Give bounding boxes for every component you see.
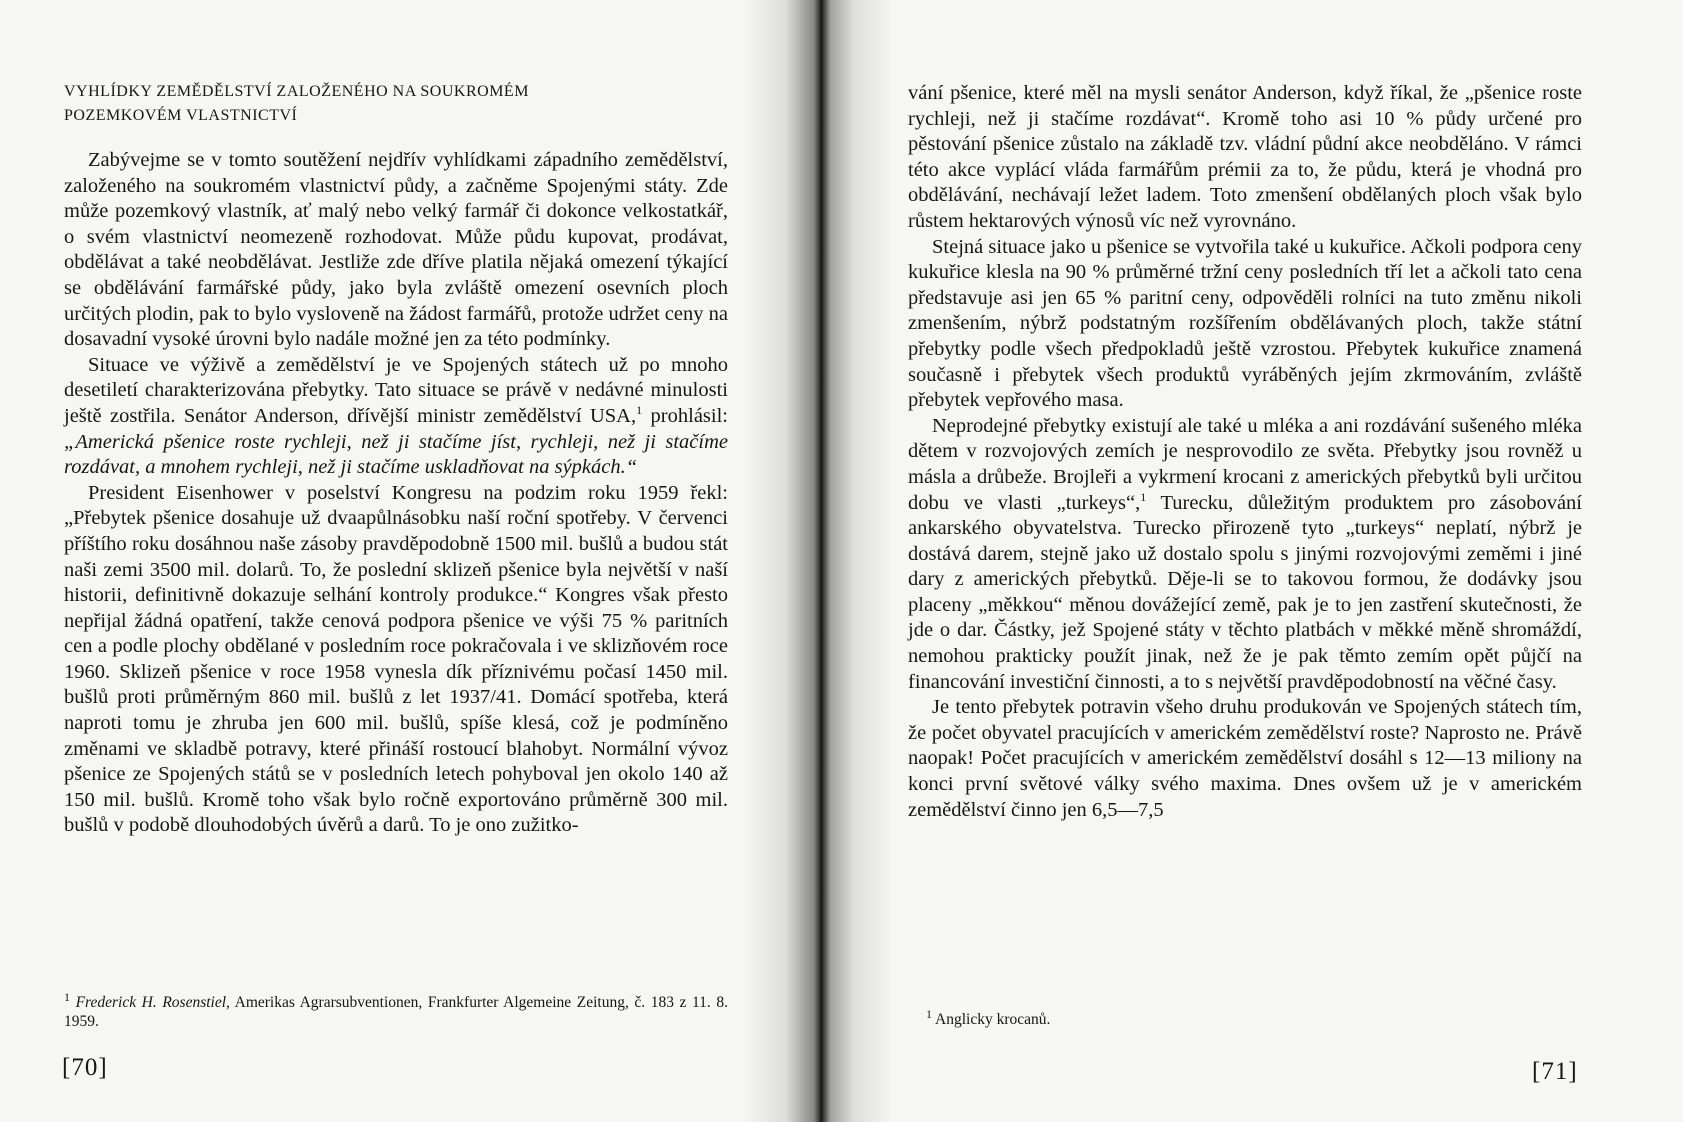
paragraph: President Eisenhower v poselství Kongresu na podzim roku 1959 řekl: „Přebytek pšenice dosahuje už dvaapůlnásobku naší roční spotřeby. V červenci příštího roku dosáhnou naše zásoby pravděpodobně 1500 mil. bušlů a budou stát naši zemi 3500 mil. dolarů. To, že poslední sklizeň pšenice byla největší v naší historii, definitivně dokazuje selhání kontroly produkce.“ Kongres však přesto nepřijal žádná opatření, takže cenová podpora pšenice ve výši 75 % paritních cen a podle plochy obdělané v posledním roce pokračovala i ve sklizňovém roce 1960. Sklizeň pšenice v roce 1958 vynesla dík příznivému počasí 1450 mil. bušlů proti průměrným 860 mil. bušlů z let 1937/41. Domácí spotřeba, která naproti tomu je zhruba jen 600 mil. bušlů, spíše klesá, což je podmíněno změnami ve skladbě potravy, které přináší rostoucí blahobyt. Normální vývoz pšenice ze Spojených států se v posledních letech pohyboval jen okolo 140 až 150 mil. bušlů. Kromě toho však bylo ročně exportováno průměrně 300 mil. bušlů v podobě dlouhodobých úvěrů a darů. To je ono zužitko-: [64, 481, 728, 837]
gutter-shadow: [742, 0, 822, 1122]
paragraph: vání pšenice, které měl na mysli senátor Anderson, když říkal, že „pšenice roste rychleji, než ji stačíme rozdávat“. Kromě toho asi 10 % půdy určené pro pěstování pšenice zůstalo na základě tzv. vládní půdní akce neobděláno. V rámci této akce vyplácí vláda farmářům prémii za to, že půdu, která je vhodná pro obdělávání, nechávají ležet ladem. Toto zmenšení obdělaných ploch však bylo růstem hektarových výnosů víc než vyrovnáno.: [908, 82, 1582, 232]
anderson-quote: „Americká pšenice roste rychleji, než ji stačíme jíst, rychleji, než ji stačíme rozdávat, a mnohem rychleji, než ji stačíme uskladňovat na sýpkách.“: [64, 430, 728, 479]
left-page: [0, 0, 822, 1122]
paragraph-text: Neprodejné přebytky existují ale také u mléka a ani rozdávání sušeného mléka dětem v rozvojových zemích je nesprovodilo ze světa. Přebytky jsou rovněž u másla a drůbeže. Brojleři a vykrmení krocani z amerických přebytků byli určitou dobu ve vlasti „turkeys“,: [908, 414, 1582, 514]
footnote-text: Amerikas Agrarsubventionen, Frankfurter Algemeine Zeitung, č. 183 z 11. 8. 1959.: [64, 994, 729, 1030]
footnote: [64, 989, 729, 1031]
paragraph-text: Turecku, důležitým produktem pro zásobování ankarského obyvatelstva. Turecko přirozeně tyto „turkeys“ neplatí, nýbrž je dostává darem, stejně jako už dostalo spolu s jinými rozvojovými zeměmi i jiné dary z amerických přebytků. Děje-li se to takovou formou, že dodávky jsou placeny „měkkou“ měnou dovážející země, pak je to jen zastření skutečnosti, že jde o dar. Částky, jež Spojené státy v těchto platbách v měkké měně shromáždí, nemohou prakticky použít jinak, než že je pak těmto zemím opět půjčí na financování investiční činnosti, a to s největší pravděpodobností na věčné časy.: [908, 491, 1582, 693]
footnote-ref: 1: [1140, 489, 1147, 504]
paragraph: Je tento přebytek potravin všeho druhu produkován ve Spojených státech tím, že počet obyvatel pracujících v americkém zemědělství roste? Naprosto ne. Právě naopak! Počet pracujících v americkém zemědělství dosáhl s 12—13 miliony na konci první světové války svého maxima. Dnes ovšem už je v americkém zemědělství činno jen 6,5—7,5: [908, 696, 1582, 821]
heading-line-1: VYHLÍDKY ZEMĚDĚLSTVÍ ZALOŽENÉHO NA SOUKROMÉM: [64, 83, 529, 100]
paragraph: Stejná situace jako u pšenice se vytvořila také u kukuřice. Ačkoli podpora ceny kukuřice klesla na 90 % průměrné tržní ceny posledních tří let a ačkoli tato cena představuje asi jen 65 % paritní ceny, odpověděli rolníci na tuto změnu nikoli zmenšením, nýbrž podstatným rozšířením obdělávaných ploch, takže státní přebytky podle všech předpokladů ještě vzrostou. Přebytek kukuřice znamená současně i přebytek všech produktů vyráběných jejím zkrmováním, zvláště přebytek vepřového masa.: [908, 235, 1582, 412]
heading-line-2: POZEMKOVÉM VLASTNICTVÍ: [64, 107, 298, 124]
footnote: [926, 1006, 1326, 1029]
paragraph-text: prohlásil:: [642, 404, 728, 427]
page-number: [71]: [1532, 1058, 1578, 1085]
chapter-heading: [64, 80, 664, 128]
footnote-author: Frederick H. Rosenstiel,: [75, 994, 230, 1011]
paragraph: [64, 353, 728, 481]
gutter-shadow: [822, 0, 892, 1122]
paragraph: [908, 414, 1582, 696]
footnote-mark: 1: [926, 1006, 932, 1021]
left-body-text: [64, 148, 728, 839]
paragraph-text: Situace ve výživě a zemědělství je ve Spojených státech už po mnoho desetiletí charakterizována přebytky. Tato situace se právě v nedávné minulosti ještě zostřila. Senátor Anderson, dřívější ministr zemědělství USA,: [64, 353, 728, 427]
footnote-ref: 1: [636, 403, 643, 418]
paragraph: Zabývejme se v tomto soutěžení nejdřív vyhlídkami západního zemědělství, založeného na soukromém vlastnictví půdy, a začněme Spojenými státy. Zde může pozemkový vlastník, ať malý nebo velký farmář či dokonce velkostatkář, o svém vlastnictví neomezeně rozhodovat. Může půdu kupovat, prodávat, obdělávat a také neobdělávat. Jestliže zde dříve platila nějaká omezení týkající se obdělávání farmářské půdy, jako byla zvláště omezení osevních ploch určitých plodin, pak to bylo vysloveně na žádost farmářů, protože udržet ceny na dosavadní vysoké úrovni bylo nadále možné jen za této podmínky.: [64, 149, 728, 351]
footnote-text: Anglicky krocanů.: [935, 1011, 1051, 1028]
page-number: [70]: [62, 1054, 108, 1081]
footnote-mark: 1: [64, 989, 70, 1004]
right-body-text: [908, 81, 1582, 823]
